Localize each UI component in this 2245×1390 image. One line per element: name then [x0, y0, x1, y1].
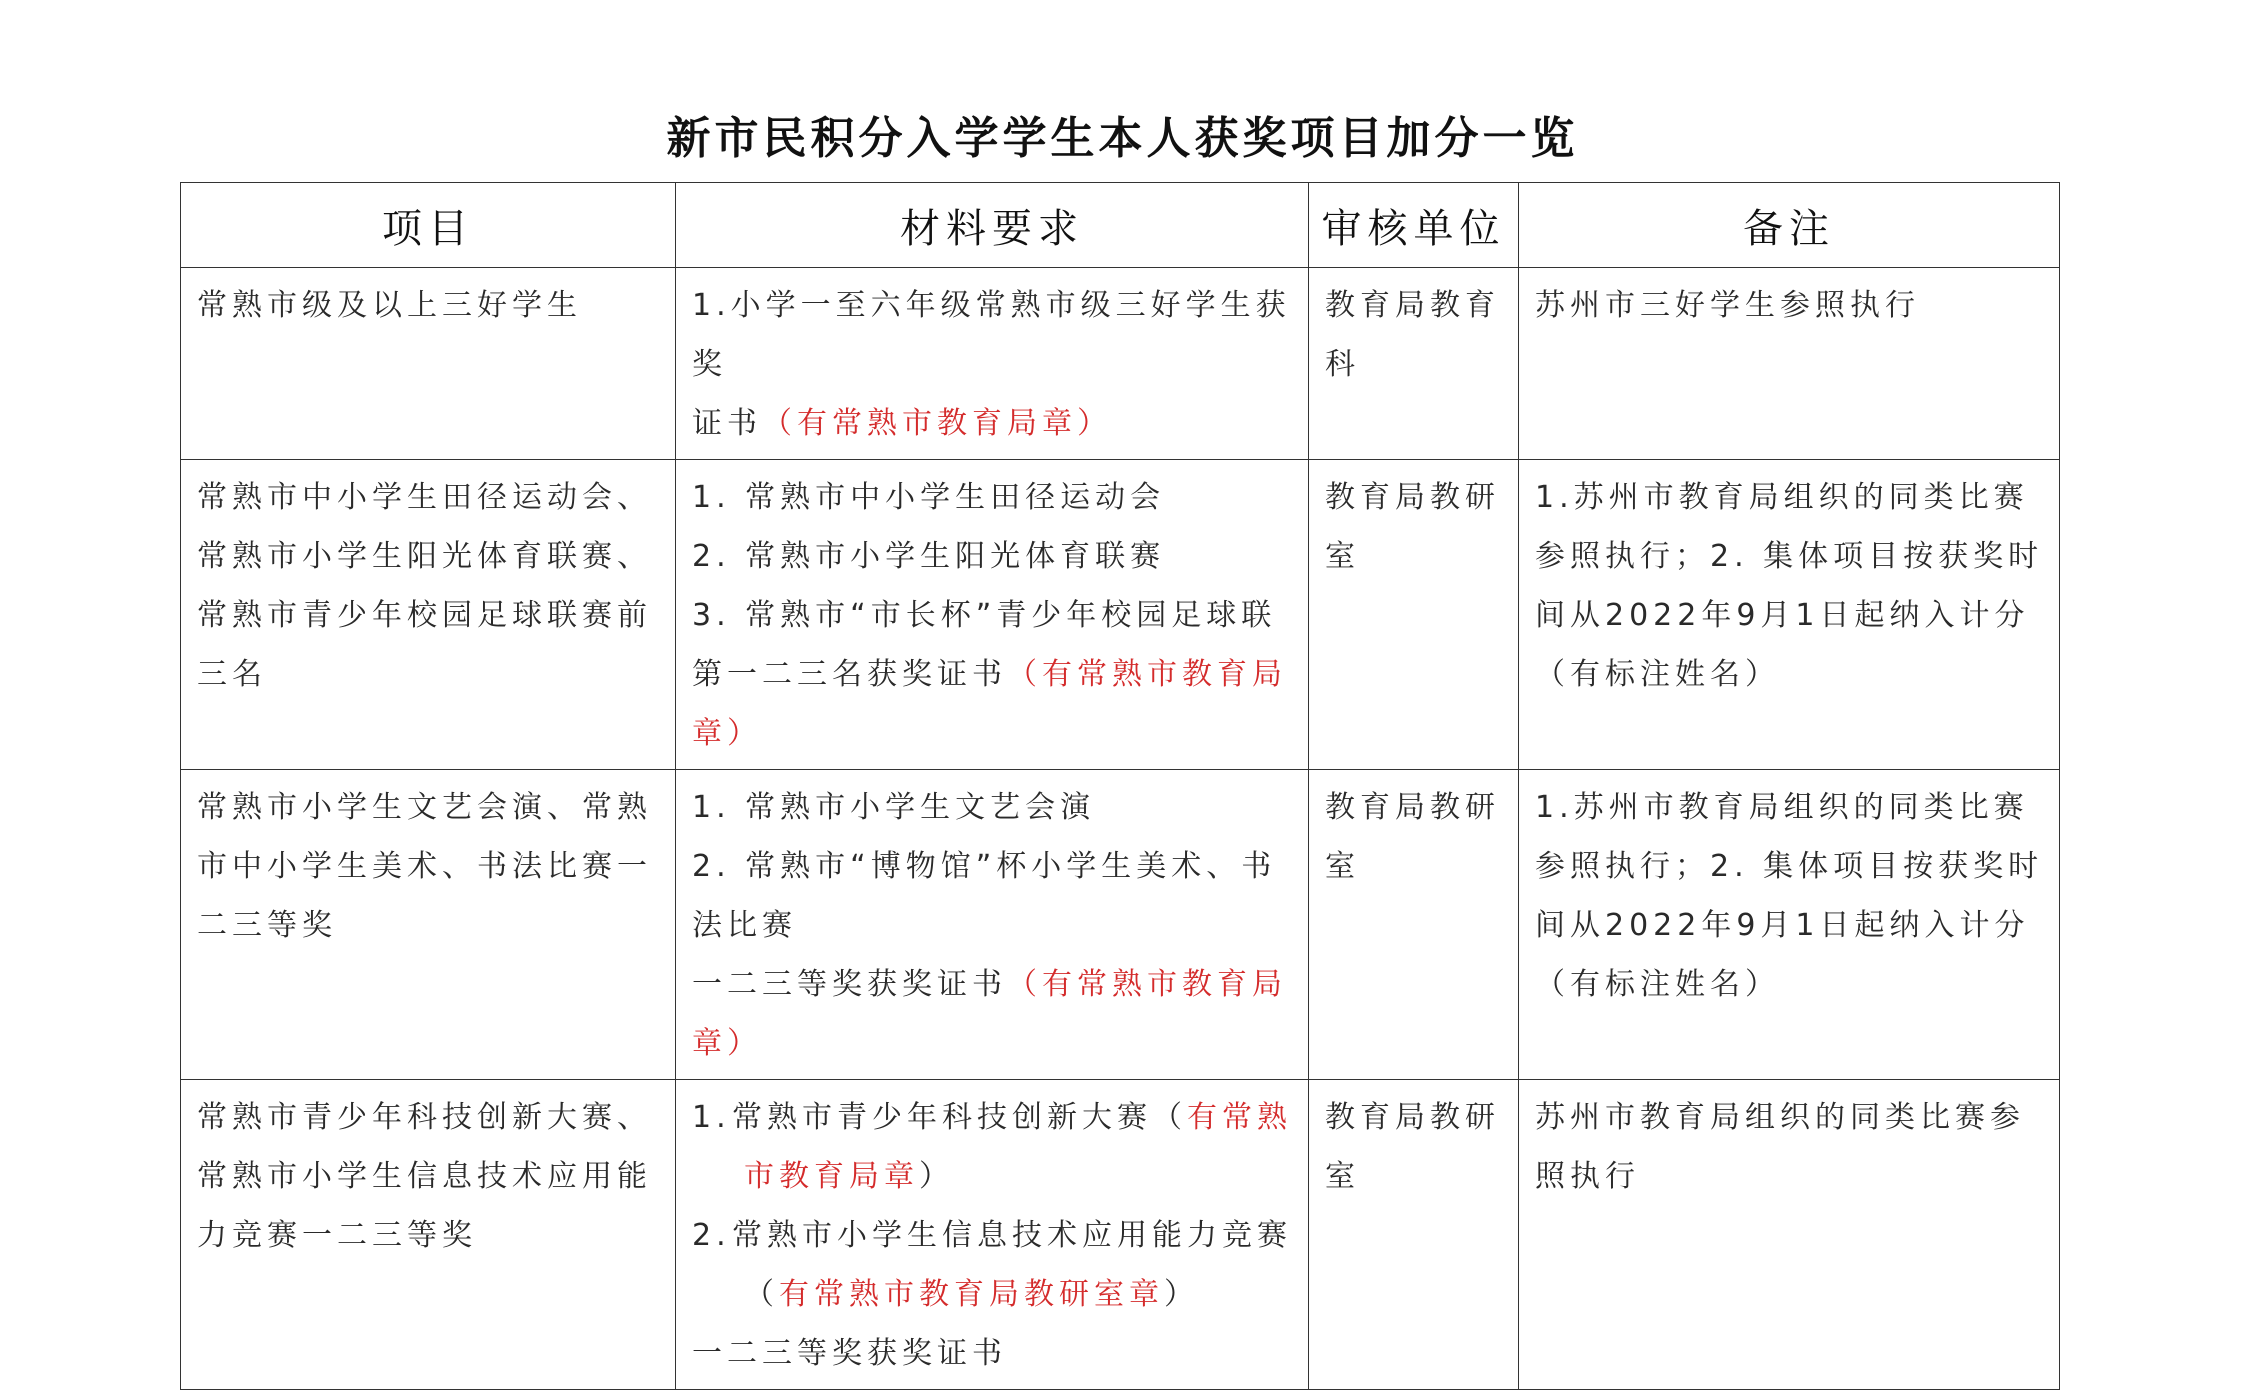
page-title: 新市民积分入学学生本人获奖项目加分一览: [666, 113, 1579, 164]
seal-requirement: （有常熟市教育局章）: [692, 657, 1287, 751]
unit-cell: 教育局教研室: [1309, 460, 1519, 770]
table-row: [181, 770, 2060, 1080]
table-row: [181, 460, 2060, 770]
header-material: 材料要求: [676, 183, 1309, 268]
note-cell: 苏州市教育局组织的同类比赛参照执行: [1519, 1080, 2060, 1390]
material-cell: 1.小学一至六年级常熟市级三好学生获奖 证书（有常熟市教育局章）: [676, 268, 1309, 460]
item-cell: 常熟市级及以上三好学生: [181, 268, 676, 460]
unit-cell: 教育局教研室: [1309, 770, 1519, 1080]
item-cell: 常熟市小学生文艺会演、常熟市中小学生美术、书法比赛一二三等奖: [181, 770, 676, 1080]
seal-requirement: 有常熟市教育局教研室章: [779, 1277, 1164, 1312]
table-header-row: [181, 183, 2060, 268]
material-cell: 1. 常熟市小学生文艺会演 2. 常熟市“博物馆”杯小学生美术、书法比赛 一二三等奖获奖证书（有常熟市教育局章）: [676, 770, 1309, 1080]
material-cell: 1. 常熟市中小学生田径运动会 2. 常熟市小学生阳光体育联赛 3. 常熟市“市长杯”青少年校园足球联 第一二三名获奖证书（有常熟市教育局章）: [676, 460, 1309, 770]
seal-requirement: （有常熟市教育局章）: [762, 406, 1112, 441]
seal-requirement: 有常熟市教育局章: [744, 1100, 1292, 1194]
note-cell: 苏州市三好学生参照执行: [1519, 268, 2060, 460]
note-cell: 1.苏州市教育局组织的同类比赛参照执行；2. 集体项目按获奖时间从2022年9月1日起纳入计分（有标注姓名）: [1519, 460, 2060, 770]
header-unit: 审核单位: [1309, 183, 1519, 268]
table-row: [181, 1080, 2060, 1390]
header-note: 备注: [1519, 183, 2060, 268]
unit-cell: 教育局教研室: [1309, 1080, 1519, 1390]
seal-requirement: （有常熟市教育局章）: [692, 967, 1287, 1061]
table-row: [181, 268, 2060, 460]
unit-cell: 教育局教育科: [1309, 268, 1519, 460]
note-cell: 1.苏州市教育局组织的同类比赛参照执行；2. 集体项目按获奖时间从2022年9月1日起纳入计分（有标注姓名）: [1519, 770, 2060, 1080]
item-cell: 常熟市青少年科技创新大赛、常熟市小学生信息技术应用能力竞赛一二三等奖: [181, 1080, 676, 1390]
bonus-items-table: [180, 182, 2060, 1390]
header-item: 项目: [181, 183, 676, 268]
material-cell: 1.常熟市青少年科技创新大赛（有常熟市教育局章） 2.常熟市小学生信息技术应用能力竞赛（有常熟市教育局教研室章） 一二三等奖获奖证书: [676, 1080, 1309, 1390]
item-cell: 常熟市中小学生田径运动会、常熟市小学生阳光体育联赛、常熟市青少年校园足球联赛前三名: [181, 460, 676, 770]
